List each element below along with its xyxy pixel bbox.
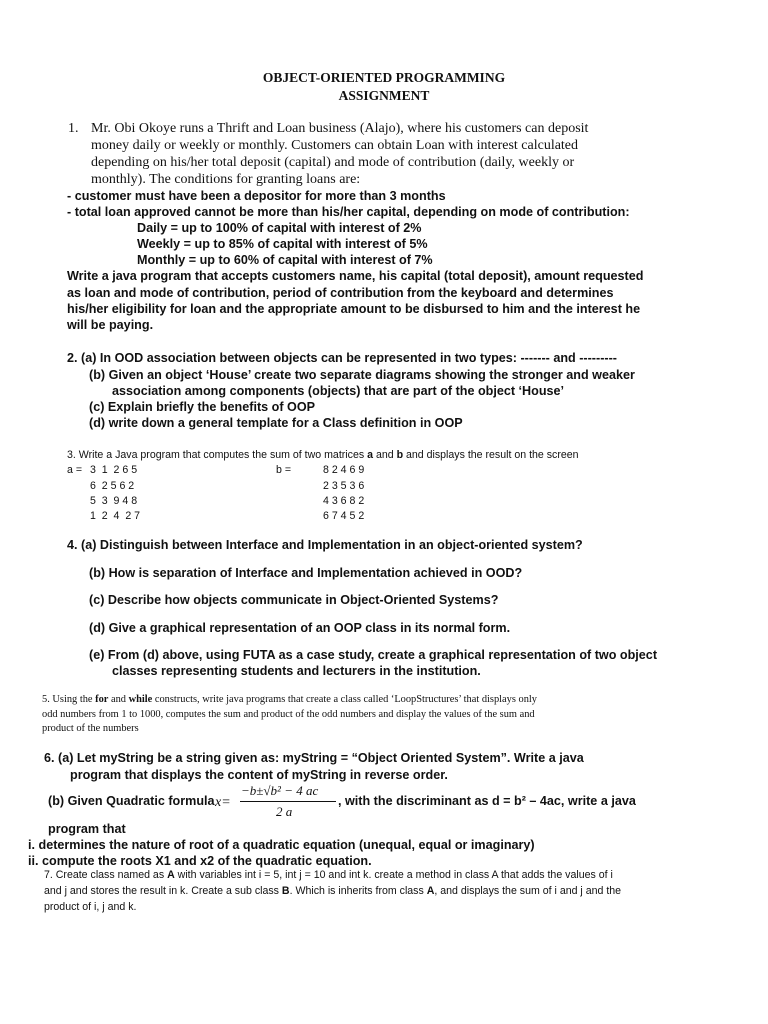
q6-program-that: program that	[48, 822, 126, 836]
q4-part-d: (d) Give a graphical representation of an OOP class in its normal form.	[89, 621, 511, 635]
q3-intro: 3. Write a Java program that computes the sum of two matrices a and b and displays the result on the screen	[67, 449, 579, 461]
q6-part-b-label: (b) Given Quadratic formula	[48, 794, 215, 808]
matrix-b-row: 2 3 5 3 6	[323, 480, 365, 492]
matrix-a-row: 6 2 5 6 2	[90, 480, 135, 492]
document-subtitle: ASSIGNMENT	[338, 88, 430, 103]
q1-rate-monthly: Monthly = up to 60% of capital with interest of 7%	[137, 253, 433, 267]
q6-part-a-cont: program that displays the content of myString in reverse order.	[70, 768, 448, 782]
q1-rate-daily: Daily = up to 100% of capital with interest of 2%	[137, 221, 422, 235]
q4-part-b: (b) How is separation of Interface and Implementation achieved in OOD?	[89, 566, 523, 580]
q5-line: 5. Using the for and while constructs, write java programs that create a class called ‘LoopStructures’ that displays only	[42, 694, 537, 705]
q4-part-c: (c) Describe how objects communicate in Object-Oriented Systems?	[89, 593, 499, 607]
q5-line: product of the numbers	[42, 723, 139, 734]
q4-part-a: 4. (a) Distinguish between Interface and Implementation in an object-oriented system?	[67, 538, 583, 552]
matrix-b-label: b =	[276, 464, 292, 476]
q4-part-e: (e) From (d) above, using FUTA as a case study, create a graphical representation of two object	[89, 648, 658, 662]
matrix-b-row: 4 3 6 8 2	[323, 495, 365, 507]
q1-task-line: his/her eligibility for loan and the appropriate amount to be disbursed to him and the interest he	[67, 302, 641, 316]
q6-item-i: i. determines the nature of root of a quadratic equation (unequal, equal or imaginary)	[28, 838, 535, 852]
q5-line: odd numbers from 1 to 1000, computes the sum and product of the odd numbers and display the values of the sum and	[42, 709, 535, 720]
q6-item-ii: ii. compute the roots X1 and x2 of the quadratic equation.	[28, 854, 372, 868]
q1-paragraph-line: money daily or weekly or monthly. Customers can obtain Loan with interest calculated	[91, 138, 579, 153]
q1-paragraph-line: monthly). The conditions for granting loans are:	[91, 172, 361, 187]
q2-part-a: 2. (a) In OOD association between objects can be represented in two types: ------- and ---------	[67, 351, 617, 365]
q1-rate-weekly: Weekly = up to 85% of capital with interest of 5%	[137, 237, 428, 251]
q1-condition: - total loan approved cannot be more than his/her capital, depending on mode of contribution:	[67, 205, 630, 219]
q2-part-b: (b) Given an object ‘House’ create two separate diagrams showing the stronger and weaker	[89, 368, 635, 382]
q1-paragraph-line: depending on his/her total deposit (capital) and mode of contribution (daily, weekly or	[91, 155, 575, 170]
matrix-a-row: 5 3 9 4 8	[90, 495, 138, 507]
q2-part-b-cont: association among components (objects) that are part of the object ‘House’	[112, 384, 565, 398]
quadratic-formula-numerator: −b±√b² − 4 ac	[241, 783, 319, 798]
q2-part-d: (d) write down a general template for a Class definition in OOP	[89, 416, 463, 430]
matrix-b-row: 6 7 4 5 2	[323, 510, 365, 522]
q7-line: 7. Create class named as A with variables int i = 5, int j = 10 and int k. create a method in class A that adds the values of i	[44, 869, 613, 881]
fraction-bar	[240, 801, 336, 802]
q7-line: and j and stores the result in k. Create a sub class B. Which is inherits from class A, and displays the sum of i and j and the	[44, 885, 622, 897]
q2-part-c: (c) Explain briefly the benefits of OOP	[89, 400, 316, 414]
matrix-a-row: 3 1 2 6 5	[90, 464, 138, 476]
matrix-b-row: 8 2 4 6 9	[323, 464, 365, 476]
matrix-a-label: a =	[67, 464, 83, 476]
quadratic-formula-lhs: x=	[215, 795, 231, 810]
q1-number: 1.	[68, 121, 79, 136]
q1-condition: - customer must have been a depositor for more than 3 months	[67, 189, 446, 203]
q1-task-line: will be paying.	[67, 318, 154, 332]
q6-part-a: 6. (a) Let myString be a string given as: myString = “Object Oriented System”. Write a java	[44, 751, 584, 765]
q1-task-line: as loan and mode of contribution, period of contribution from the keyboard and determines	[67, 286, 614, 300]
q7-line: product of i, j and k.	[44, 901, 137, 913]
q1-paragraph-line: Mr. Obi Okoye runs a Thrift and Loan business (Alajo), where his customers can deposit	[91, 121, 589, 136]
q6-part-b-text: , with the discriminant as d = b² – 4ac, write a java	[338, 794, 636, 808]
q4-part-e-cont: classes representing students and lecturers in the institution.	[112, 664, 481, 678]
matrix-a-row: 1 2 4 2 7	[90, 510, 141, 522]
q1-task-line: Write a java program that accepts customers name, his capital (total deposit), amount requested	[67, 269, 644, 283]
document-title: OBJECT-ORIENTED PROGRAMMING	[262, 70, 506, 85]
quadratic-formula-denominator: 2 a	[276, 804, 293, 819]
